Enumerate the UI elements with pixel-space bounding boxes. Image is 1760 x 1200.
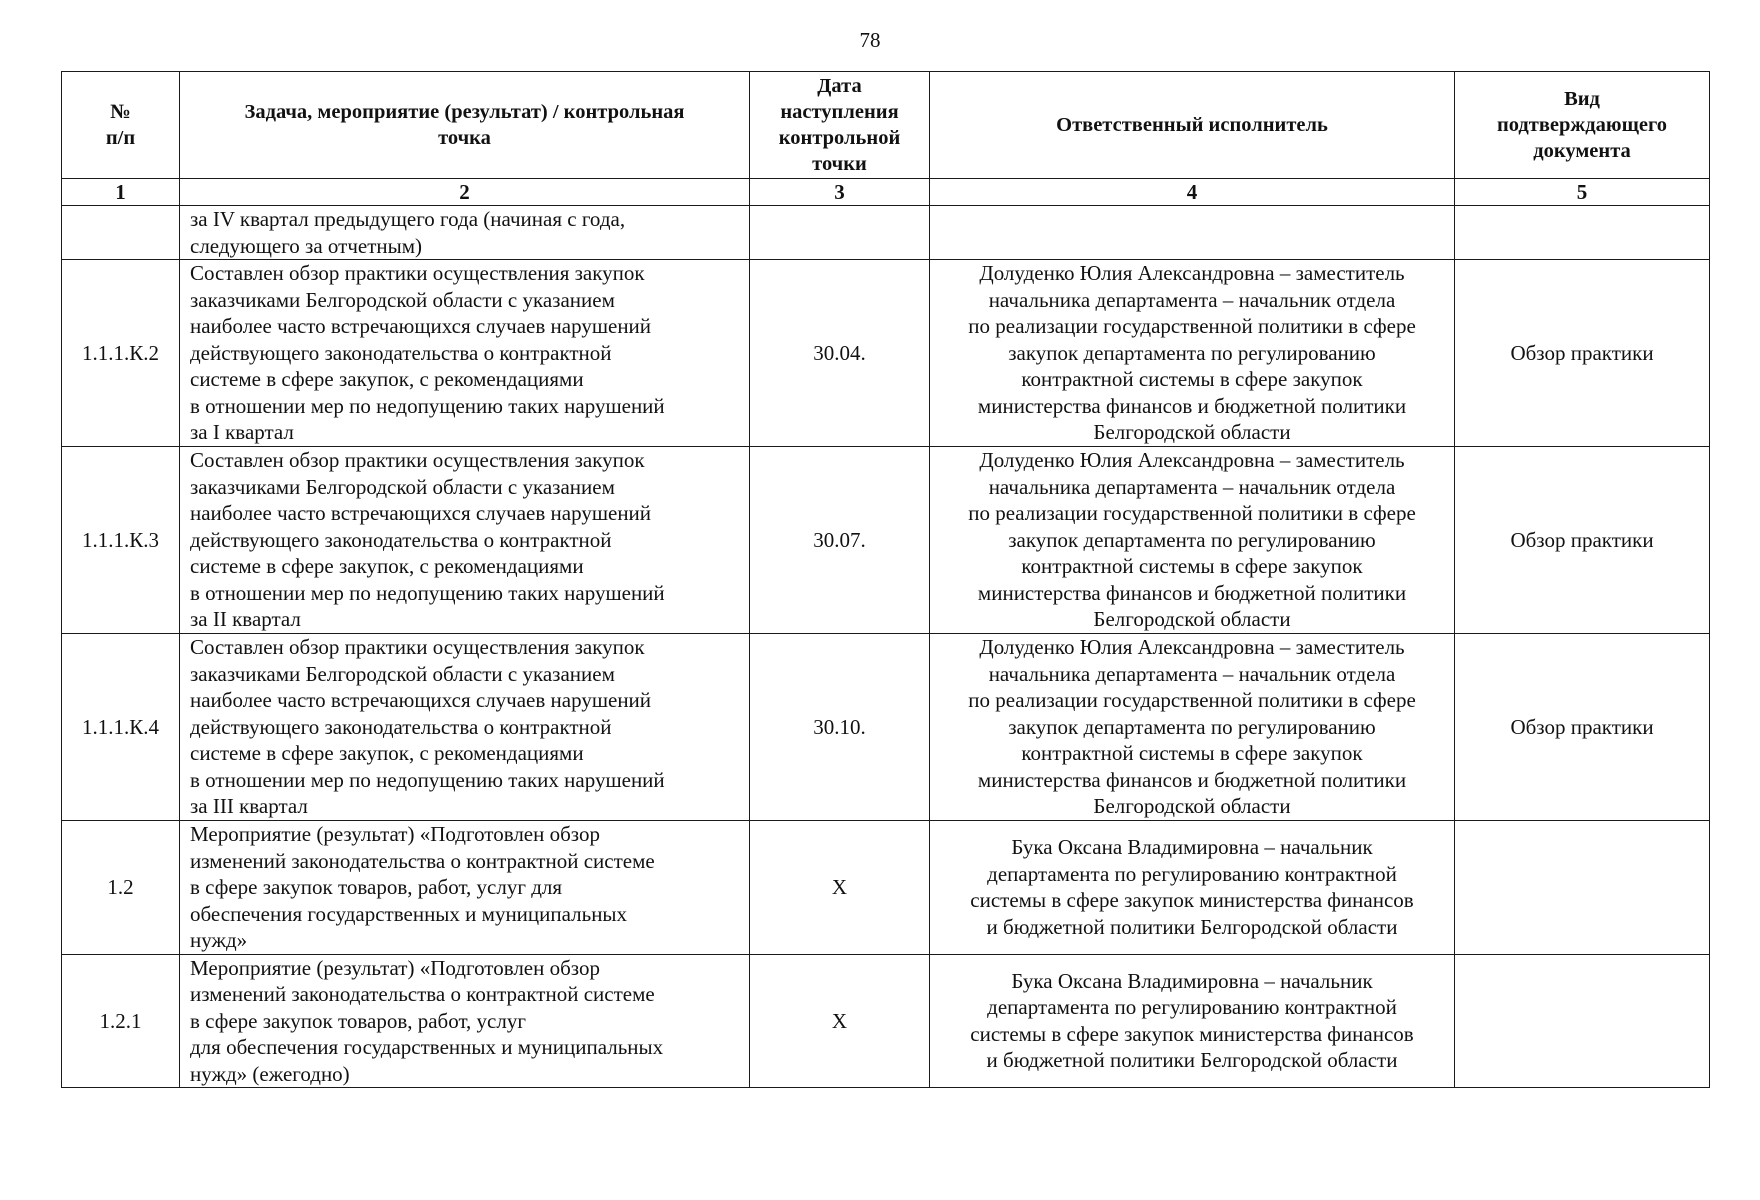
- row-document: [1455, 954, 1710, 1088]
- row-date: Х: [750, 821, 930, 955]
- row-document: [1455, 206, 1710, 260]
- row-task: Составлен обзор практики осуществления закупок заказчиками Белгородской области с указанием наиболее часто встречающихся случаев нарушений действующего законодательства о контрактной системе в сфере закупок, с рекомендациями в отношении мер по недопущению таких нарушений за III квартал: [180, 634, 750, 821]
- row-document: Обзор практики: [1455, 260, 1710, 447]
- header-document: Вид подтверждающего документа: [1455, 72, 1710, 179]
- row-responsible: [930, 206, 1455, 260]
- row-date: [750, 206, 930, 260]
- column-number-2: 2: [180, 179, 750, 206]
- row-date: 30.04.: [750, 260, 930, 447]
- row-date: 30.07.: [750, 447, 930, 634]
- table-row: [62, 634, 1710, 821]
- row-responsible: Долуденко Юлия Александровна – заместитель начальника департамента – начальник отдела по реализации государственной политики в сфере закупок департамента по регулированию контрактной системы в сфере закупок министерства финансов и бюджетной политики Белгородской области: [930, 260, 1455, 447]
- header-responsible: Ответственный исполнитель: [930, 72, 1455, 179]
- row-date: Х: [750, 954, 930, 1088]
- row-task: Мероприятие (результат) «Подготовлен обзор изменений законодательства о контрактной системе в сфере закупок товаров, работ, услуг для обеспечения государственных и муниципальных нужд»: [180, 821, 750, 955]
- row-task: за IV квартал предыдущего года (начиная с года, следующего за отчетным): [180, 206, 750, 260]
- row-number: 1.1.1.К.2: [62, 260, 180, 447]
- column-number-4: 4: [930, 179, 1455, 206]
- column-number-3: 3: [750, 179, 930, 206]
- row-responsible: Бука Оксана Владимировна – начальник департамента по регулированию контрактной системы в сфере закупок министерства финансов и бюджетной политики Белгородской области: [930, 954, 1455, 1088]
- header-date: Дата наступления контрольной точки: [750, 72, 930, 179]
- header-task: Задача, мероприятие (результат) / контрольная точка: [180, 72, 750, 179]
- row-responsible: Бука Оксана Владимировна – начальник департамента по регулированию контрактной системы в сфере закупок министерства финансов и бюджетной политики Белгородской области: [930, 821, 1455, 955]
- column-number-5: 5: [1455, 179, 1710, 206]
- table-row: [62, 260, 1710, 447]
- row-number: 1.2: [62, 821, 180, 955]
- row-document: Обзор практики: [1455, 634, 1710, 821]
- row-number: [62, 206, 180, 260]
- table-row: [62, 821, 1710, 955]
- row-task: Мероприятие (результат) «Подготовлен обзор изменений законодательства о контрактной системе в сфере закупок товаров, работ, услуг для обеспечения государственных и муниципальных нужд» (ежегодно): [180, 954, 750, 1088]
- header-number: № п/п: [62, 72, 180, 179]
- row-task: Составлен обзор практики осуществления закупок заказчиками Белгородской области с указанием наиболее часто встречающихся случаев нарушений действующего законодательства о контрактной системе в сфере закупок, с рекомендациями в отношении мер по недопущению таких нарушений за I квартал: [180, 260, 750, 447]
- row-task: Составлен обзор практики осуществления закупок заказчиками Белгородской области с указанием наиболее часто встречающихся случаев нарушений действующего законодательства о контрактной системе в сфере закупок, с рекомендациями в отношении мер по недопущению таких нарушений за II квартал: [180, 447, 750, 634]
- row-number: 1.1.1.К.3: [62, 447, 180, 634]
- row-document: Обзор практики: [1455, 447, 1710, 634]
- column-number-1: 1: [62, 179, 180, 206]
- column-numbering-row: [62, 179, 1710, 206]
- row-responsible: Долуденко Юлия Александровна – заместитель начальника департамента – начальник отдела по реализации государственной политики в сфере закупок департамента по регулированию контрактной системы в сфере закупок министерства финансов и бюджетной политики Белгородской области: [930, 634, 1455, 821]
- page-number: 78: [859, 28, 881, 52]
- row-document: [1455, 821, 1710, 955]
- row-number: 1.1.1.К.4: [62, 634, 180, 821]
- table-row: [62, 206, 1710, 260]
- plan-table: [61, 71, 1710, 1088]
- table-row: [62, 954, 1710, 1088]
- row-date: 30.10.: [750, 634, 930, 821]
- row-responsible: Долуденко Юлия Александровна – заместитель начальника департамента – начальник отдела по реализации государственной политики в сфере закупок департамента по регулированию контрактной системы в сфере закупок министерства финансов и бюджетной политики Белгородской области: [930, 447, 1455, 634]
- table-row: [62, 447, 1710, 634]
- row-number: 1.2.1: [62, 954, 180, 1088]
- header-row: [62, 72, 1710, 179]
